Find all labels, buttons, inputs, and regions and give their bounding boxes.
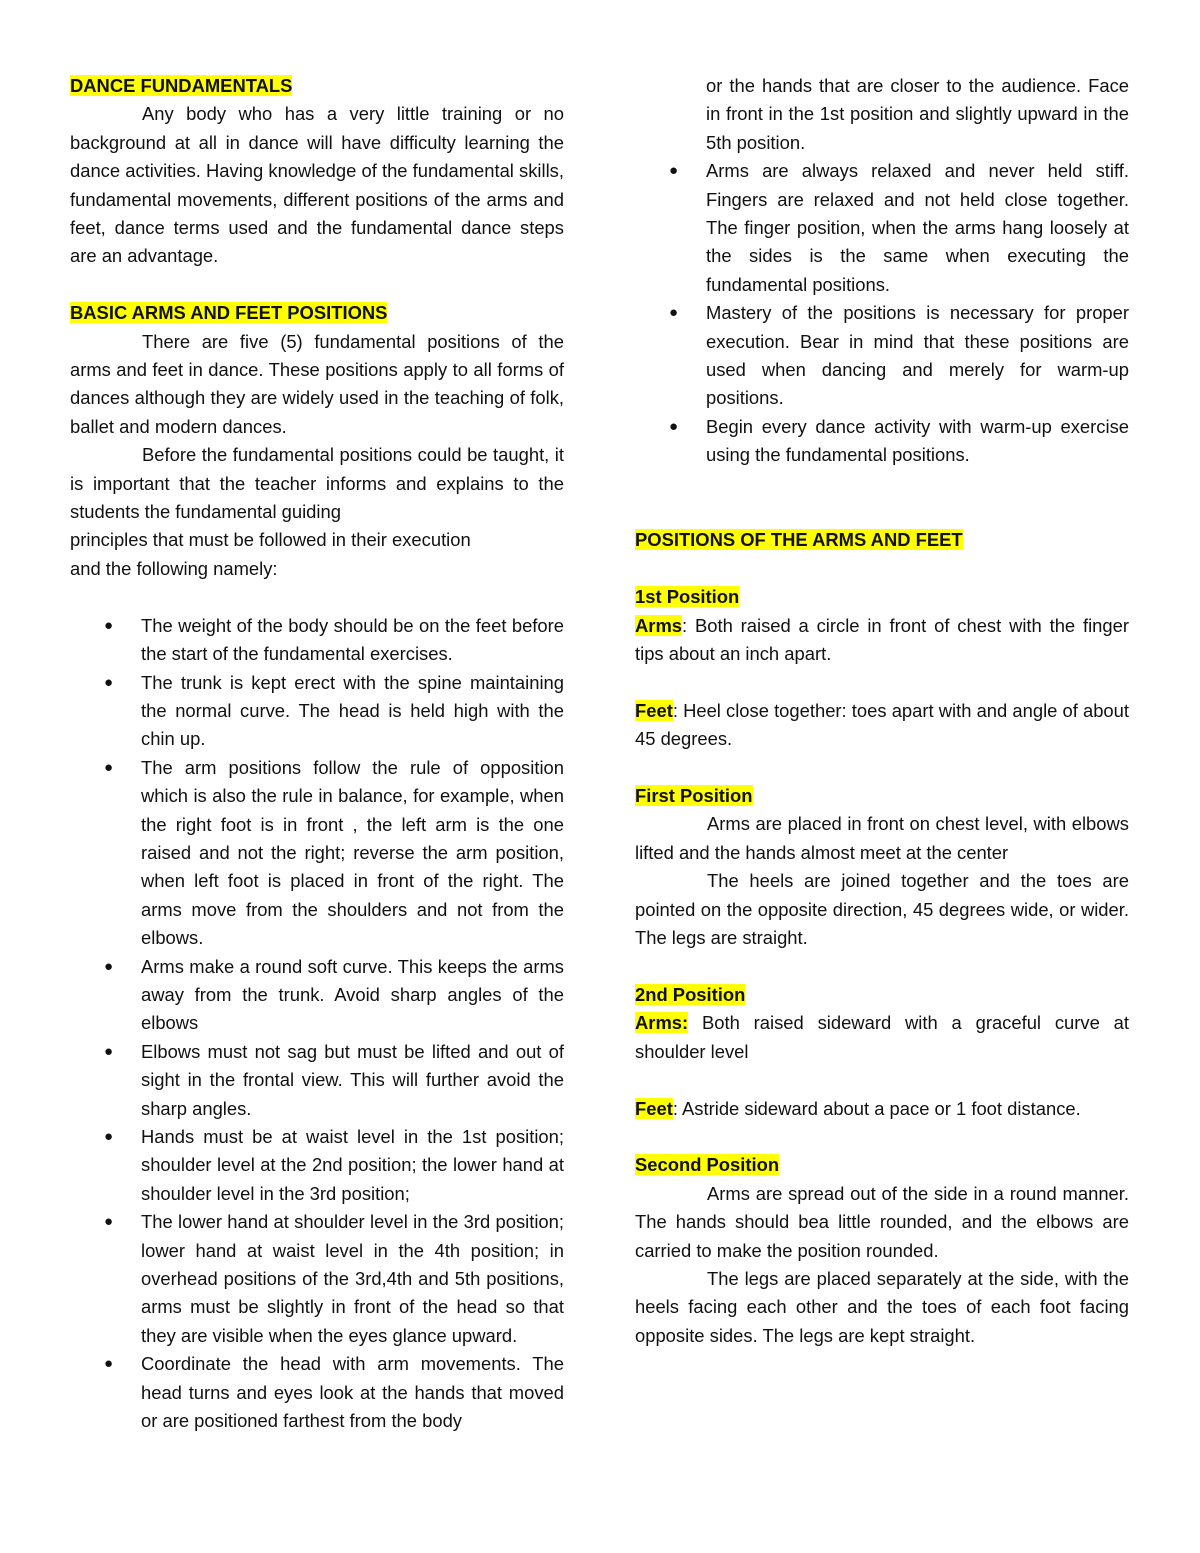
bullet-icon: ● (104, 1213, 114, 1231)
list-item: ● Mastery of the positions is necessary for proper execution. Bear in mind that these positions are used when dancing and merely for warm-up positions. (635, 299, 1129, 413)
arms-label: Arms (635, 614, 683, 636)
second-position-heading: 2nd Position (635, 983, 746, 1005)
right-column (635, 72, 1129, 1350)
bullet-icon: ● (669, 162, 679, 180)
list-item: ● Coordinate the head with arm movements. The head turns and eyes look at the hands that moved or are positioned farthest from the body (70, 1350, 564, 1435)
second-position-feet: Feet: Astride sideward about a pace or 1 foot distance. (635, 1097, 1081, 1119)
positions-heading: POSITIONS OF THE ARMS AND FEET (635, 529, 963, 551)
second-position-alt-p1: Arms are spread out of the side in a round manner. The hands should bea little rounded, and the elbows are carried to make the position rounded. (635, 1182, 1129, 1261)
bullet-icon: ● (104, 758, 114, 776)
arms-label: Arms: (635, 1012, 689, 1034)
bullet-icon: ● (104, 1042, 114, 1060)
list-item: ● Begin every dance activity with warm-up exercise using the fundamental positions. (635, 413, 1129, 470)
first-position-heading: 1st Position (635, 586, 740, 608)
list-item: ● The trunk is kept erect with the spine maintaining the normal curve. The head is held high with the chin up. (70, 669, 564, 754)
list-item: ● Arms make a round soft curve. This keeps the arms away from the trunk. Avoid sharp angles of the elbows (70, 953, 564, 1038)
left-column (70, 72, 564, 1435)
feet-label: Feet (635, 699, 673, 721)
first-position-alt-p1: Arms are placed in front on chest level, with elbows lifted and the hands almost meet at the center (635, 813, 1129, 863)
list-item: ● The lower hand at shoulder level in the 3rd position; lower hand at waist level in the 4th position; in overhead positions of the 3rd,4th and 5th positions, arms must be slightly in front of the head so that they are visible when the eyes glance upward. (70, 1208, 564, 1350)
basic-positions-line-3: principles that must be followed in their execution (70, 529, 471, 551)
list-item: ● The weight of the body should be on the feet before the start of the fundamental exercises. (70, 612, 564, 669)
basic-positions-line-4: and the following namely: (70, 557, 278, 579)
list-item: ● Hands must be at waist level in the 1st position; shoulder level at the 2nd position; the lower hand at shoulder level in the 3rd position; (70, 1123, 564, 1208)
feet-label: Feet (635, 1097, 673, 1119)
bullet-icon: ● (104, 1355, 114, 1373)
second-position-arms: Arms: Both raised sideward with a graceful curve at shoulder level (635, 1012, 1129, 1062)
first-position-arms: Arms: Both raised a circle in front of chest with the finger tips about an inch apart. (635, 614, 1129, 665)
first-position-alt-heading: First Position (635, 785, 753, 807)
dance-fundamentals-paragraph: Any body who has a very little training or no background at all in dance will have difficulty learning the dance activities. Having knowledge of the fundamental skills, fundamental movements, different positions of the arms and feet, dance terms used and the fundamental dance steps are an advantage. (70, 103, 564, 267)
list-item: ● Arms are always relaxed and never held stiff. Fingers are relaxed and not held close together. The finger position, when the arms hang loosely at the sides is the same when executing the fundamental positions. (635, 157, 1129, 299)
bullet-icon: ● (104, 616, 114, 634)
bullet-icon: ● (669, 417, 679, 435)
bullet-icon: ● (104, 1128, 114, 1145)
basic-positions-paragraph-1: There are five (5) fundamental positions of the arms and feet in dance. These positions apply to all forms of dances although they are widely used in the teaching of folk, ballet and modern dances. (70, 330, 564, 437)
second-position-alt-p2: The legs are placed separately at the side, with the heels facing each other and the toes of each foot facing opposite sides. The legs are kept straight. (635, 1267, 1129, 1346)
bullet-icon: ● (104, 957, 114, 975)
dance-fundamentals-heading: DANCE FUNDAMENTALS (70, 75, 293, 96)
guiding-principles-list-continued (635, 72, 1129, 470)
list-item: ● The arm positions follow the rule of opposition which is also the rule in balance, for example, when the right foot is in front , the left arm is the one raised and not the right; reverse the arm position, when left foot is placed in front of the right. The arms move from the shoulders and not from the elbows. (70, 754, 564, 953)
first-position-alt-p2: The heels are joined together and the toes are pointed on the opposite direction, 45 degrees wide, or wider. The legs are straight. (635, 870, 1129, 949)
bullet-icon: ● (104, 673, 114, 691)
guiding-principles-list (70, 612, 564, 1436)
list-item-continuation: or the hands that are closer to the audience. Face in front in the 1st position and slightly upward in the 5th position. (706, 75, 1129, 153)
first-position-feet: Feet: Heel close together: toes apart with and angle of about 45 degrees. (635, 699, 1129, 750)
basic-positions-heading: BASIC ARMS AND FEET POSITIONS (70, 302, 388, 324)
basic-positions-paragraph-2: Before the fundamental positions could be taught, it is important that the teacher informs and explains to the students the fundamental guiding (70, 444, 564, 523)
second-position-alt-heading: Second Position (635, 1154, 780, 1176)
list-item: ● Elbows must not sag but must be lifted and out of sight in the frontal view. This will further avoid the sharp angles. (70, 1038, 564, 1123)
bullet-icon: ● (669, 304, 679, 322)
